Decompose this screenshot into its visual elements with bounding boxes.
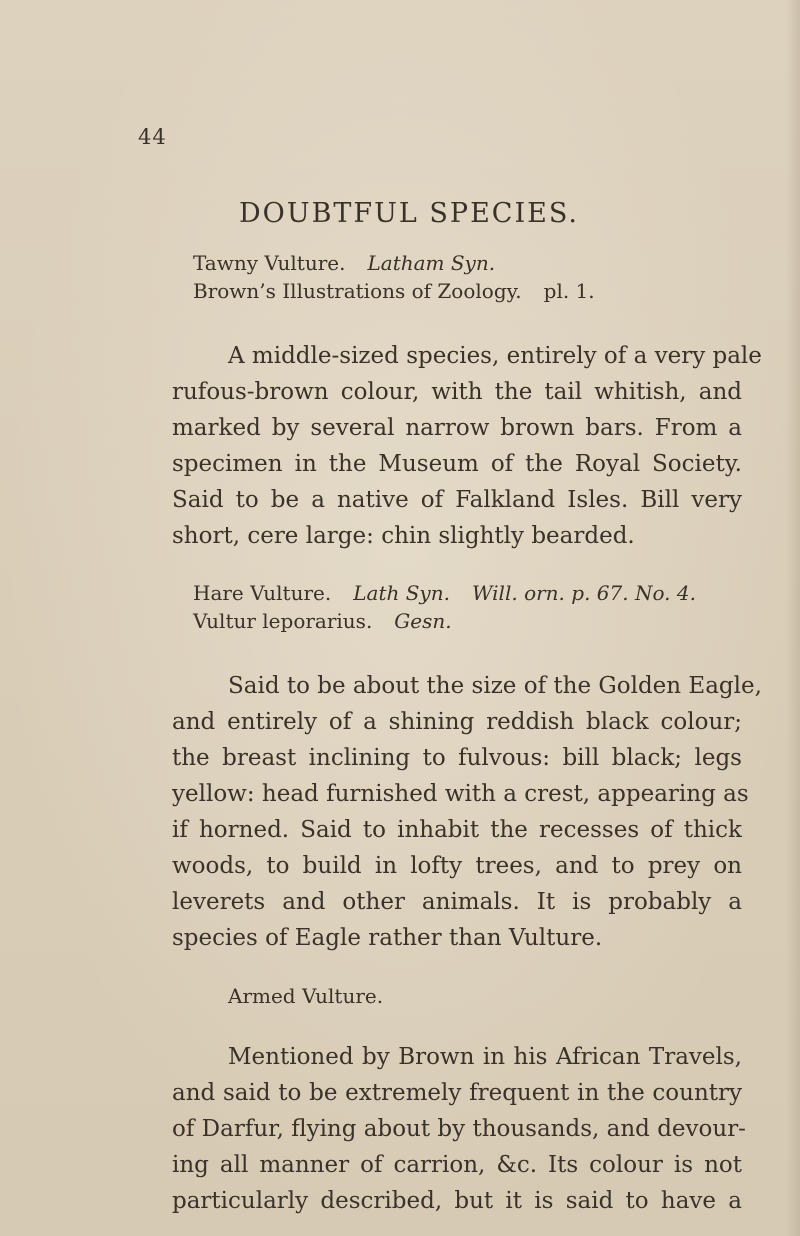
hare-para-line: the breast inclining to fulvous: bill black; legs [172,745,742,771]
hare-lath-ref: Lath Syn. [353,581,450,605]
page-heading: DOUBTFUL SPECIES. [239,198,579,229]
hare-gesn-ref: Gesn. [394,609,452,633]
hare-synonymy-line-2 [193,607,452,635]
hare-para-line: and entirely of a shining reddish black colour; [172,709,742,735]
tawny-para-line: specimen in the Museum of the Royal Society. [172,451,742,477]
tawny-para-line: Said to be a native of Falkland Isles. Bill very [172,487,742,513]
hare-para-line: leverets and other animals. It is probably a [172,889,742,915]
hare-para-line: if horned. Said to inhabit the recesses of thick [172,817,742,843]
tawny-illustrations-ref: Brown’s Illustrations of Zoology. [193,279,522,303]
armed-vulture-name: Armed Vulture. [228,984,384,1008]
armed-para-line: particularly described, but it is said to have a [172,1188,742,1214]
tawny-para-line: marked by several narrow brown bars. From a [172,415,742,441]
tawny-para-line: short, cere large: chin slightly bearded. [172,523,635,549]
tawny-vulture-name: Tawny Vulture. [193,251,346,275]
hare-vulture-name: Hare Vulture. [193,581,332,605]
tawny-latham-ref: Latham Syn. [367,251,496,275]
hare-latin-name: Vultur leporarius. [193,609,373,633]
tawny-plate-ref: pl. 1. [543,279,595,303]
page-number: 44 [138,125,167,149]
armed-para-line: ing all manner of carrion, &c. Its colour is not [172,1152,742,1178]
tawny-synonymy-line-1 [193,249,495,277]
page-edge-shadow [786,0,800,1236]
tawny-para-line: rufous-brown colour, with the tail whitish, and [172,379,742,405]
tawny-para-line: A middle-sized species, entirely of a very pale [228,343,762,369]
hare-para-line: species of Eagle rather than Vulture. [172,925,603,951]
armed-para-line: and said to be extremely frequent in the country [172,1080,742,1106]
tawny-synonymy-line-2 [193,277,595,305]
armed-para-line: Mentioned by Brown in his African Travels, [228,1044,742,1070]
armed-para-line: of Darfur, flying about by thousands, and devour- [172,1116,746,1142]
hare-para-line: yellow: head furnished with a crest, appearing as [172,781,749,807]
hare-synonymy-line-1 [193,579,696,607]
hare-will-ref: Will. orn. p. 67. No. 4. [471,581,696,605]
hare-para-line: woods, to build in lofty trees, and to prey on [172,853,742,879]
hare-para-line: Said to be about the size of the Golden Eagle, [228,673,762,699]
